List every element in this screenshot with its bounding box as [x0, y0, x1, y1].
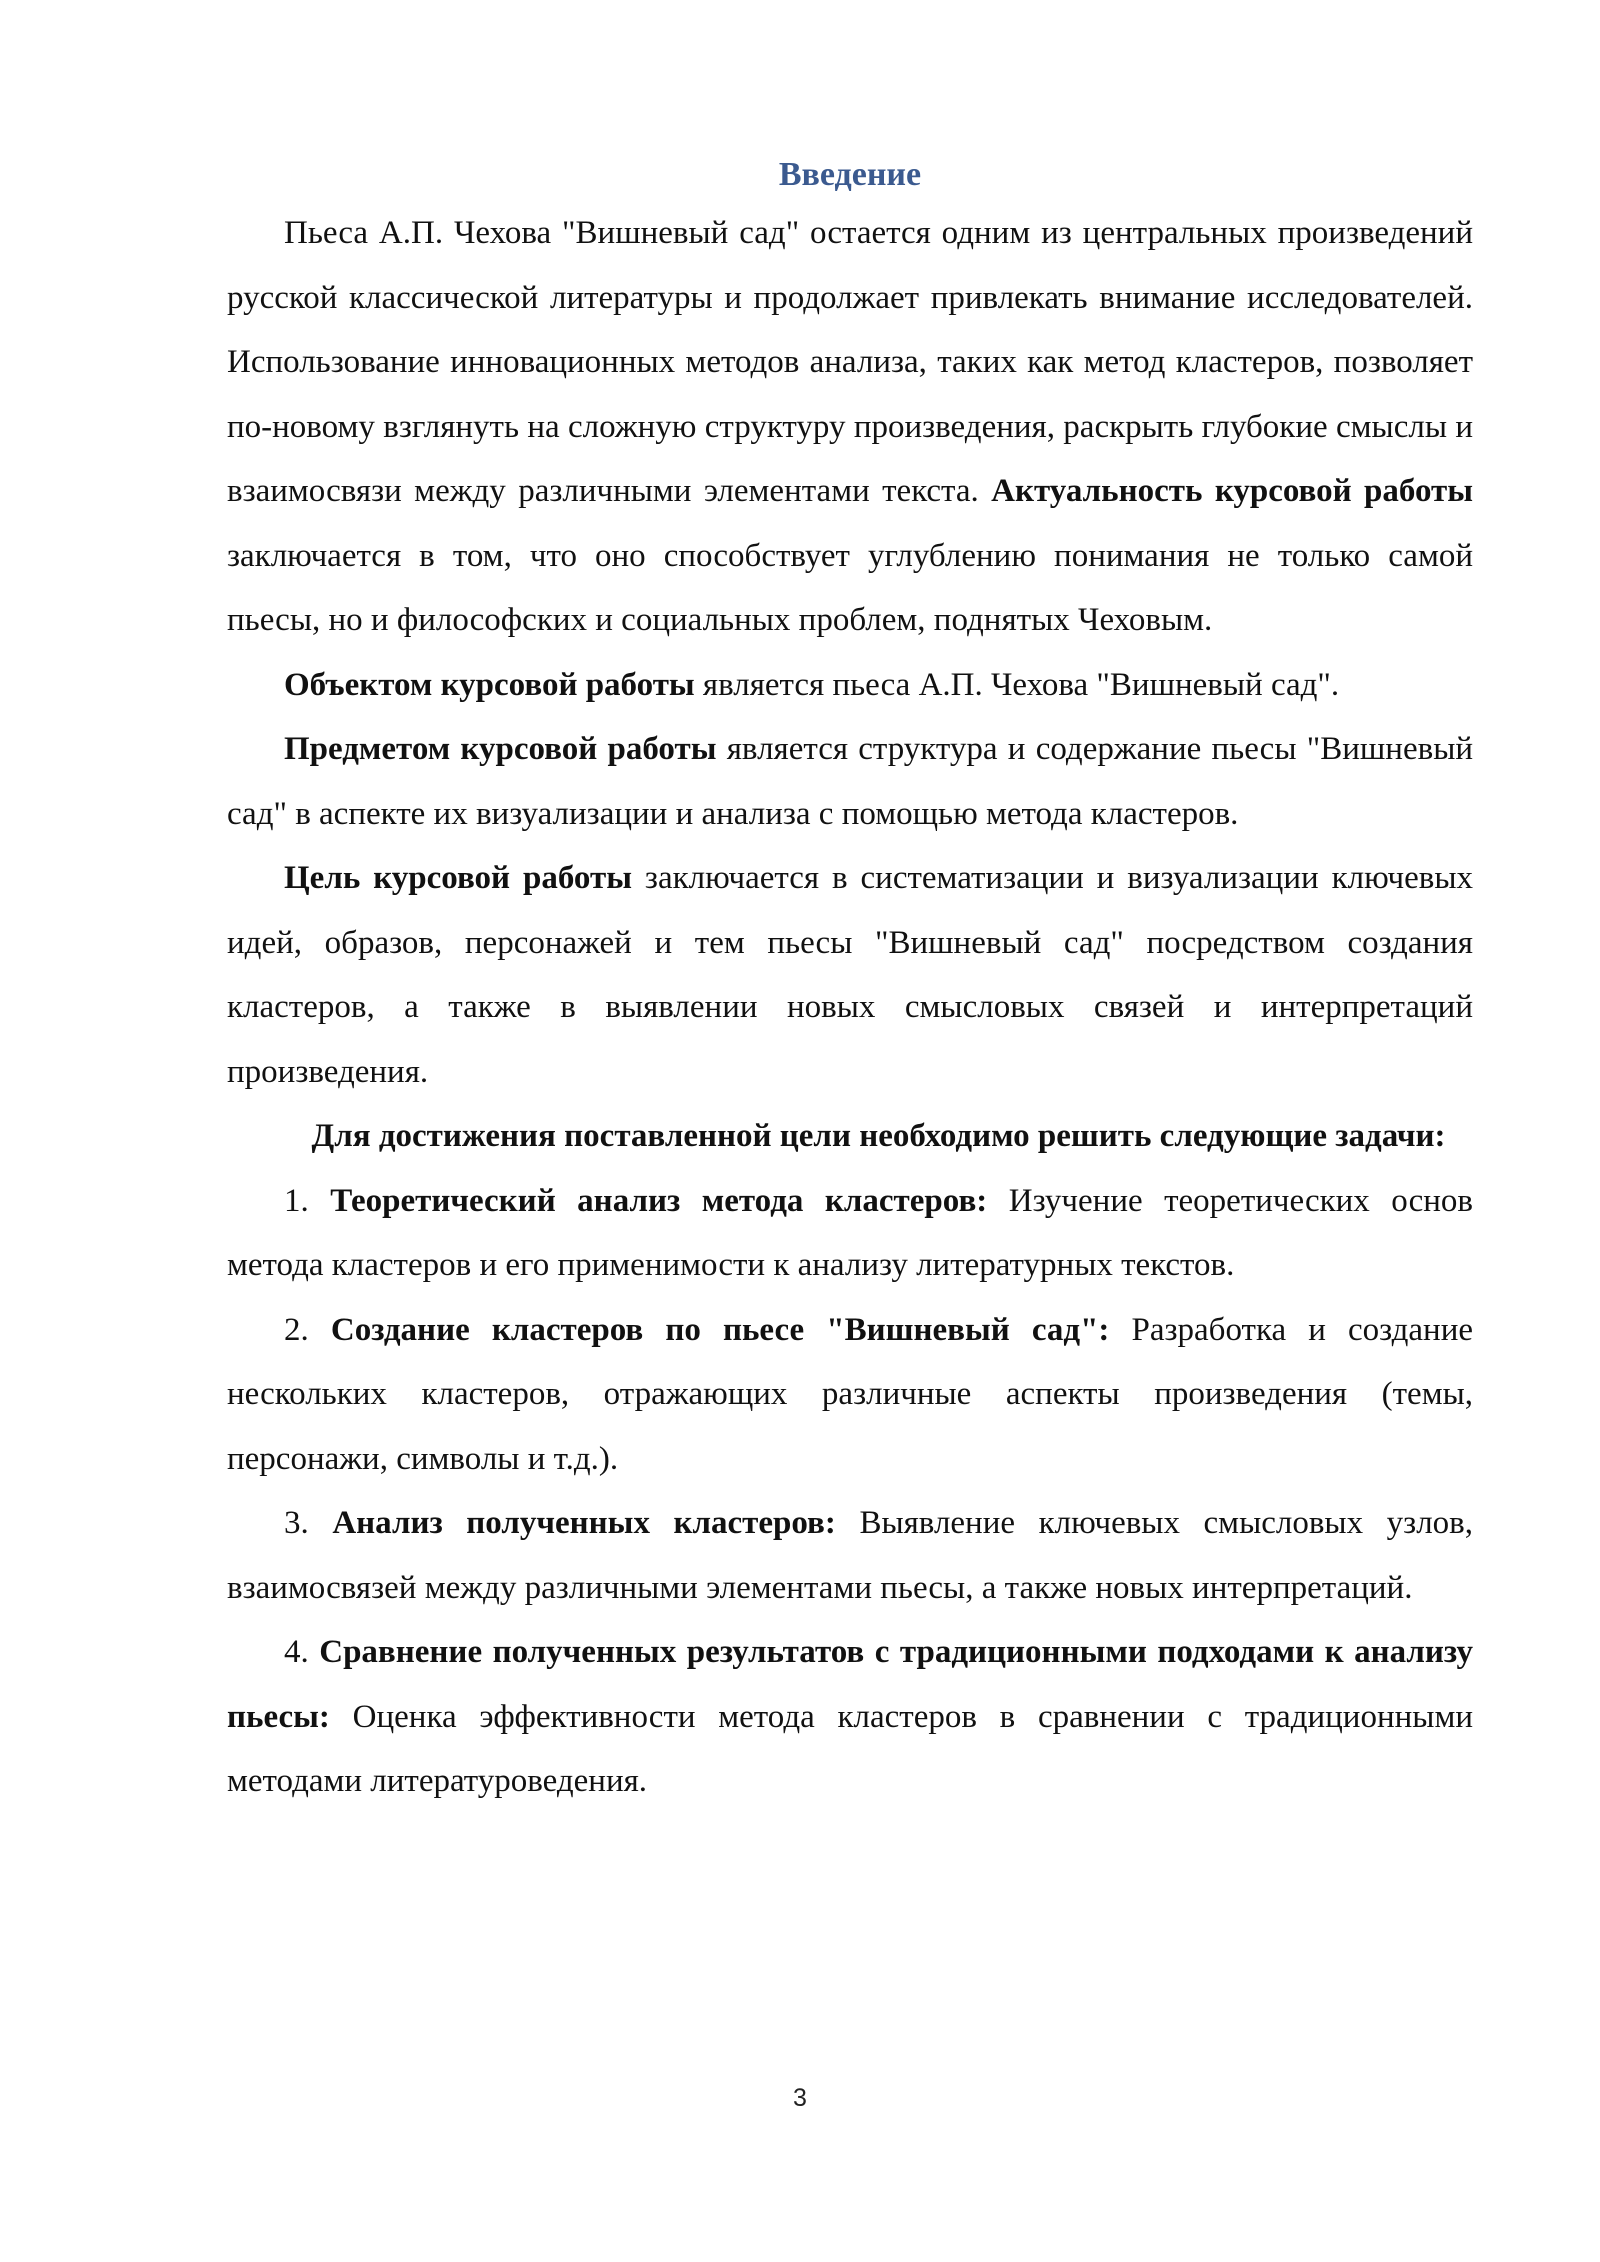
task-item	[227, 1491, 1473, 1620]
task-text: Оценка эффективности метода кластеров в сравнении с традиционными методами литературоведения.	[227, 1698, 1473, 1799]
relevance-label: Актуальность курсовой работы	[991, 473, 1473, 509]
task-text: Разработка и создание нескольких кластеров, отражающих различные аспекты произведения (темы, персонажи, символы и т.д.).	[227, 1311, 1474, 1477]
goal-label: Цель курсовой работы	[284, 860, 632, 896]
object-label: Объектом курсовой работы	[284, 666, 695, 703]
goal-text: заключается в систематизации и визуализации ключевых идей, образов, персонажей и тем пьесы "Вишневый сад" посредством создания кластеров, а также в выявлении новых смысловых связей и интерпретаций произведения.	[227, 860, 1473, 1090]
tasks-title: Для достижения поставленной цели необходимо решить следующие задачи:	[311, 1118, 1446, 1154]
task-label: Теоретический анализ метода кластеров:	[330, 1182, 988, 1219]
task-text: Выявление ключевых смысловых узлов, взаимосвязей между различными элементами пьесы, а также новых интерпретаций.	[227, 1505, 1474, 1606]
task-label: Сравнение полученных результатов с традиционными подходами к анализу пьесы:	[227, 1634, 1473, 1735]
object-paragraph	[227, 653, 1473, 718]
task-label: Создание кластеров по пьесе "Вишневый сад":	[330, 1311, 1110, 1348]
task-label: Анализ полученных кластеров:	[332, 1505, 836, 1541]
task-number: 1.	[284, 1182, 309, 1219]
page-number: 3	[793, 2084, 807, 2112]
document-body	[227, 150, 1473, 1814]
task-number: 4.	[284, 1634, 309, 1670]
relevance-text: заключается в том, что оно способствует углублению понимания не только самой пьесы, но и философских и социальных проблем, поднятых Чеховым.	[227, 537, 1473, 638]
task-number: 3.	[284, 1505, 309, 1541]
subject-label: Предметом курсовой работы	[284, 731, 717, 767]
intro-text: Пьеса А.П. Чехова "Вишневый сад" остается одним из центральных произведений русской классической литературы и продолжает привлекать внимание исследователей. Использование инновационных методов анализа, таких как метод кластеров, позволяет по-новому взглянуть на сложную структуру произведения, раскрыть глубокие смыслы и взаимосвязи между различными элементами текста.	[227, 215, 1473, 509]
task-text: Изучение теоретических основ метода кластеров и его применимости к анализу литературных текстов.	[227, 1182, 1473, 1283]
subject-text: является структура и содержание пьесы "Вишневый сад" в аспекте их визуализации и анализа с помощью метода кластеров.	[227, 731, 1474, 832]
intro-paragraph	[227, 201, 1473, 653]
object-text: является пьеса А.П. Чехова "Вишневый сад".	[702, 666, 1340, 703]
goal-paragraph	[227, 846, 1473, 1104]
task-item	[227, 1620, 1473, 1814]
task-item	[227, 1298, 1473, 1492]
task-item	[227, 1169, 1473, 1298]
subject-paragraph	[227, 717, 1473, 846]
task-number: 2.	[284, 1311, 309, 1348]
section-heading: Введение	[778, 156, 922, 193]
